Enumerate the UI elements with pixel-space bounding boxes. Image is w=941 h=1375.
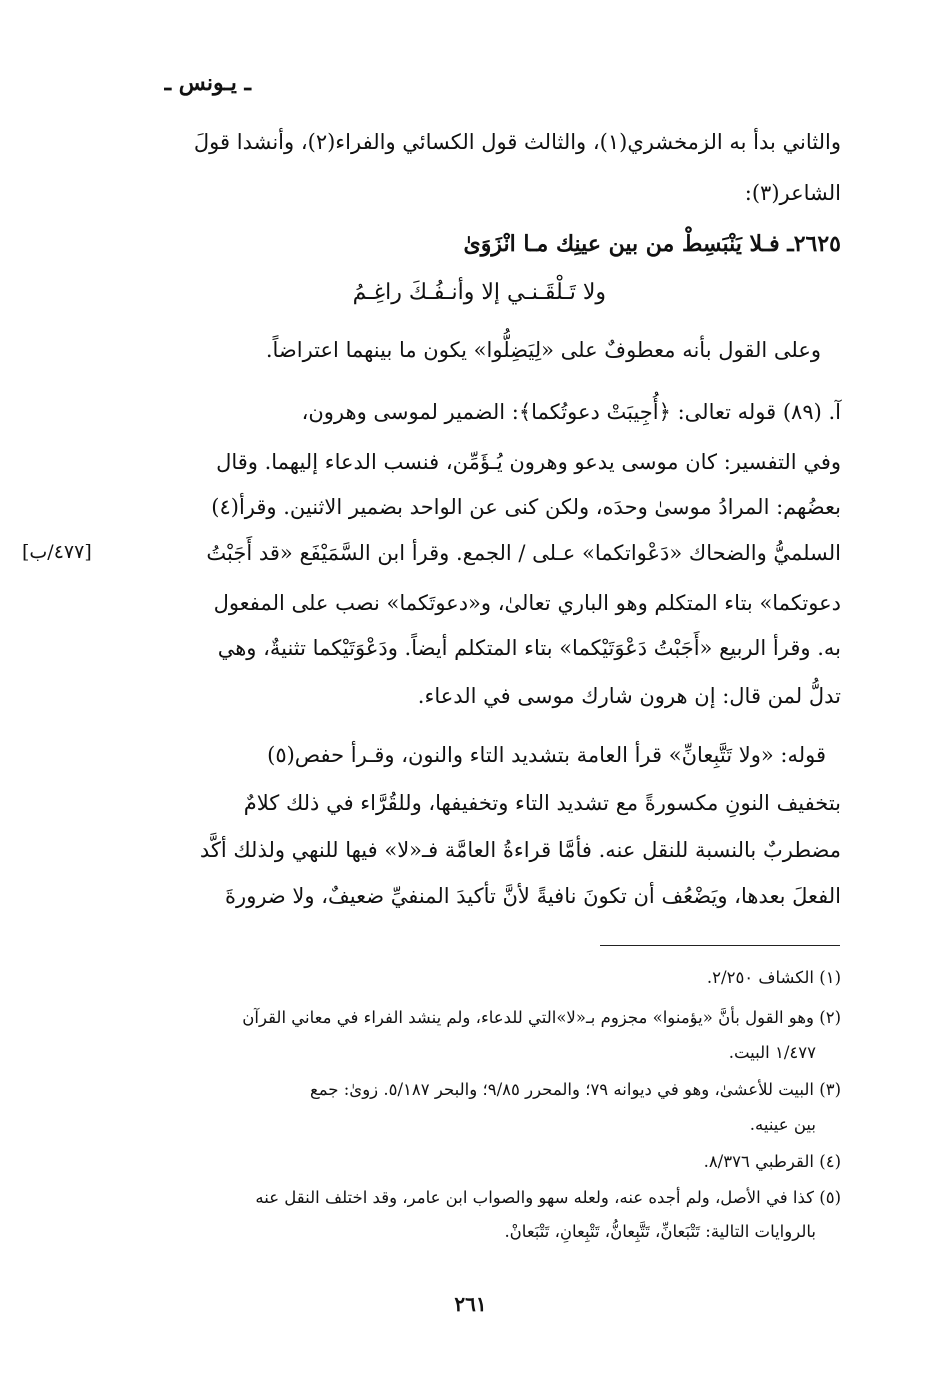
body-line: دعوتكما» بتاء المتكلم وهو الباري تعالىٰ، و«دعوتَكما» نصب على المفعول <box>213 591 841 615</box>
running-header: ـ يـونس ـ <box>164 70 251 96</box>
body-line: الشاعر(٣): <box>744 181 841 205</box>
body-line: السلميُّ والضحاك «دَعْواتكما» عـلى / الجمع. وقرأ ابن السَّمَيْفَع «قد أَجَبْتُ <box>206 541 841 565</box>
body-line: والثاني بدأ به الزمخشري(١)، والثالث قول الكسائي والفراء(٢)، وأنشدا قولَ <box>193 130 841 154</box>
body-line: وعلى القول بأنه معطوفٌ على «لِيَضِلُّوا» يكون ما بينهما اعتراضاً. <box>265 338 821 362</box>
body-line: به. وقرأ الربيع «أَجَبْتُ دَعْوَتَيْكما» بتاء المتكلم أيضاً. ودَعْوَتَيْكما تثنيةٌ، وهي <box>217 636 841 660</box>
footnote-1: (١) الكشاف ٢/٢٥٠. <box>706 968 841 987</box>
quran-verse-line: آ. (٨٩) قوله تعالى: ﴿أُجِيبَتْ دعوتُكما﴾: الضمير لموسى وهرون، <box>301 400 841 424</box>
body-line: مضطربٌ بالنسبة للنقل عنه. فأمَّا قراءةُ العامَّة فـ«لا» فيها للنهي ولذلك أكَّد <box>199 838 841 862</box>
body-line: الفعلَ بعدها، ويَضْعُف أن تكونَ نافيةً لأنَّ تأكيدَ المنفيِّ ضعيفٌ، ولا ضرورةَ <box>225 884 841 908</box>
manuscript-folio-ref: [٤٧٧/ب] <box>22 541 92 563</box>
footnote-5: (٥) كذا في الأصل، ولم أجده عنه، ولعله سهو والصواب ابن عامر، وقد اختلف النقل عنه <box>255 1188 841 1207</box>
body-line: بتخفيف النونِ مكسورةً مع تشديد التاء وتخفيفها، وللقُرَّاء في ذلك كلامٌ <box>243 791 841 815</box>
footnote-3-cont: بين عينيه. <box>749 1115 816 1134</box>
body-line: تدلُّ لمن قال: إن هرون شارك موسى في الدعاء. <box>417 684 841 708</box>
footnote-4: (٤) القرطبي ٨/٣٧٦. <box>703 1152 841 1171</box>
verse-line-2: ولا تَـلْقَـنـي إلا وأنـفُـكَ راغِـمُ <box>352 280 606 305</box>
body-line: قوله: «ولا تَتَّبِعانِّ» قرأ العامة بتشديد التاء والنون، وقـرأ حفص(٥) <box>267 743 826 767</box>
footnote-divider <box>600 945 840 946</box>
footnote-2: (٢) وهو القول بأنَّ «يؤمنوا» مجزوم بـ«لا»التي للدعاء، ولم ينشد الفراء في معاني القرآن <box>242 1008 841 1027</box>
body-line: وفي التفسير: كان موسى يدعو وهرون يُـؤَمِّن، فنسب الدعاء إليهما. وقال <box>216 450 841 474</box>
footnote-5-cont: بالروايات التالية: تَتْبَعانِّ، تَتَّبِعانُّ، تَتْبِعانِ، تَتْبَعانْ. <box>504 1222 816 1241</box>
body-line: بعضُهم: المرادُ موسىٰ وحدَه، ولكن كنى عن الواحد بضمير الاثنين. وقرأ(٤) <box>211 495 841 519</box>
page-number: ٢٦١ <box>454 1292 487 1316</box>
verse-line-1: ٢٦٢٥ـ فـلا يَنْبَسِطْ من بين عينِك مـا انْزَوَىٰ <box>463 231 841 257</box>
footnote-2-cont: ١/٤٧٧ البيت. <box>728 1043 816 1062</box>
footnote-3: (٣) البيت للأعشىٰ، وهو في ديوانه ٧٩؛ والمحرر ٩/٨٥؛ والبحر ٥/١٨٧. زوىٰ: جمع <box>309 1080 841 1099</box>
